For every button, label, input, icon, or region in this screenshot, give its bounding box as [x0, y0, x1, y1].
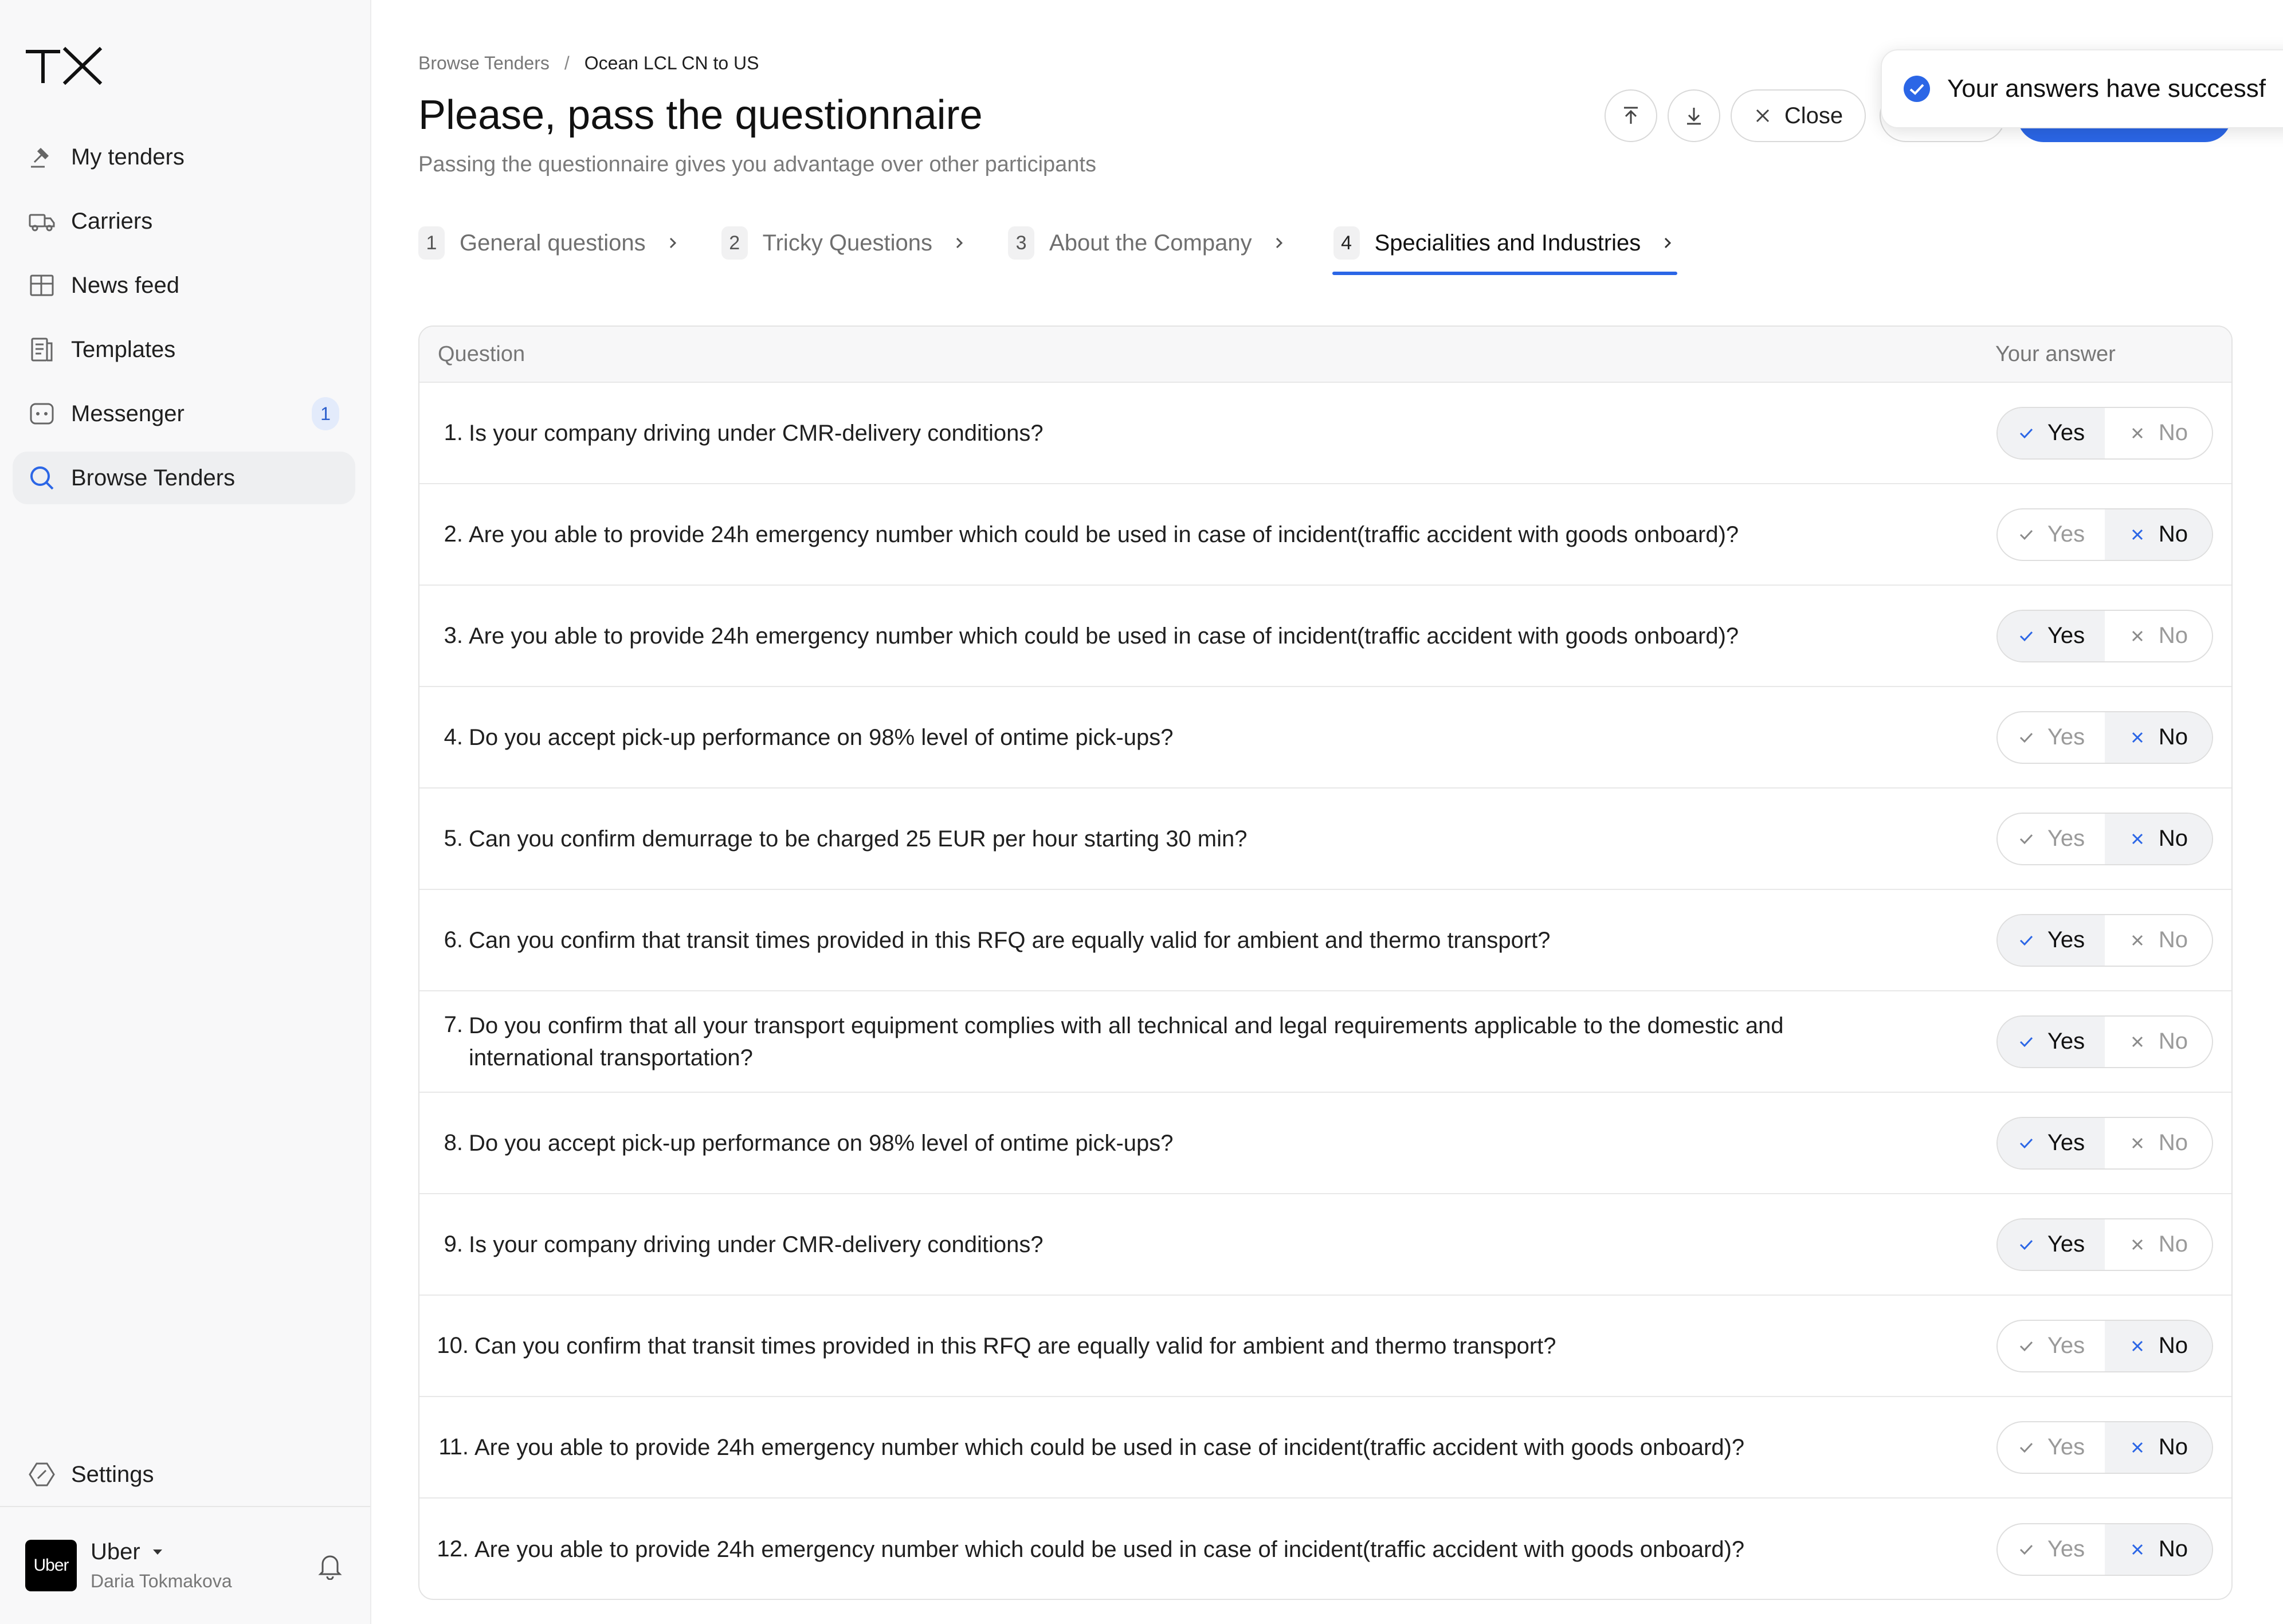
table-row: [419, 1397, 2231, 1499]
no-option[interactable]: [2105, 1219, 2212, 1270]
table-row: [419, 383, 2231, 484]
yes-label: Yes: [2047, 826, 2085, 851]
question-number: 11.: [438, 1434, 469, 1460]
yes-label: Yes: [2047, 521, 2085, 547]
tab-about-the-company[interactable]: [1008, 214, 1288, 272]
yes-option[interactable]: [1998, 1321, 2105, 1371]
check-icon: [2018, 1337, 2035, 1355]
table-row: [419, 890, 2231, 991]
yes-no-toggle: [1996, 1117, 2213, 1170]
no-option[interactable]: [2105, 1118, 2212, 1168]
table-body: [419, 383, 2231, 1600]
tab-general-questions[interactable]: [418, 214, 681, 272]
x-icon: [2129, 1337, 2146, 1355]
check-icon: [2018, 932, 2035, 949]
question-number: 7.: [444, 1012, 463, 1037]
success-toast: [1881, 49, 2283, 128]
question-text: Are you able to provide 24h emergency number which could be used in case of incident(traffic accident with goods onboard)?: [474, 1536, 1745, 1562]
question-number: 5.: [444, 826, 463, 851]
sidebar-item-label: News feed: [71, 272, 179, 298]
yes-no-toggle: [1996, 1421, 2213, 1474]
no-option[interactable]: [2105, 814, 2212, 864]
table-row: [419, 991, 2231, 1093]
unread-badge: 1: [312, 397, 339, 430]
no-option[interactable]: [2105, 1524, 2212, 1575]
sidebar-item-news-feed[interactable]: [13, 259, 355, 312]
question-number: 12.: [437, 1536, 469, 1562]
table-header: [419, 327, 2231, 383]
user-info: [91, 1539, 314, 1592]
gavel-icon: [26, 142, 57, 172]
yes-option[interactable]: [1998, 915, 2105, 966]
yes-option[interactable]: [1998, 611, 2105, 661]
sidebar-item-label: My tenders: [71, 144, 185, 170]
question-number: 1.: [444, 420, 463, 445]
question-number: 4.: [444, 724, 463, 750]
x-icon: [2129, 1541, 2146, 1558]
check-icon: [2018, 425, 2035, 442]
close-icon: [1754, 107, 1772, 125]
yes-no-toggle: [1996, 1320, 2213, 1372]
no-option[interactable]: [2105, 1321, 2212, 1371]
questionnaire-steps: [418, 214, 1676, 276]
breadcrumb-current: Ocean LCL CN to US: [584, 53, 759, 73]
page-title: Please, pass the questionnaire: [418, 92, 983, 138]
table-row: [419, 687, 2231, 789]
user-name: Daria Tokmakova: [91, 1571, 232, 1591]
question-text: Is your company driving under CMR-delivery conditions?: [469, 1231, 1044, 1257]
column-header-question: Question: [438, 342, 525, 366]
check-icon: [2018, 729, 2035, 746]
question-text: Is your company driving under CMR-delivery conditions?: [469, 420, 1044, 446]
settings-icon: [26, 1459, 57, 1490]
table-row: [419, 1194, 2231, 1296]
question-text: Can you confirm that transit times provided in this RFQ are equally valid for ambient and thermo transport?: [474, 1333, 1556, 1359]
breadcrumb-separator: /: [564, 53, 570, 73]
yes-no-toggle: [1996, 407, 2213, 460]
table-row: [419, 1499, 2231, 1600]
question-number: 3.: [444, 623, 463, 648]
check-icon: [2018, 627, 2035, 645]
question-text: Can you confirm that transit times provided in this RFQ are equally valid for ambient and thermo transport?: [469, 927, 1551, 953]
chevron-right-icon: [951, 234, 968, 252]
table-row: [419, 586, 2231, 687]
x-icon: [2129, 729, 2146, 746]
step-number: 4: [1333, 226, 1360, 260]
question-number: 9.: [444, 1231, 463, 1257]
sidebar-item-settings[interactable]: [26, 1459, 154, 1490]
toast-message: Your answers have successf: [1947, 74, 2266, 103]
x-icon: [2129, 932, 2146, 949]
no-option[interactable]: [2105, 509, 2212, 560]
search-icon: [26, 462, 57, 493]
x-icon: [2129, 1033, 2146, 1050]
no-option[interactable]: [2105, 712, 2212, 763]
yes-no-toggle: [1996, 1523, 2213, 1576]
main-nav: [13, 131, 355, 516]
chevron-right-icon: [1659, 234, 1676, 252]
x-icon: [2129, 526, 2146, 543]
check-icon: [2018, 1541, 2035, 1558]
yes-label: Yes: [2047, 724, 2085, 750]
question-text: Are you able to provide 24h emergency number which could be used in case of incident(traffic accident with goods onboard)?: [469, 623, 1739, 649]
company-selector[interactable]: [91, 1539, 314, 1565]
step-number: 2: [721, 226, 748, 260]
download-icon: [1682, 104, 1705, 127]
yes-no-toggle: [1996, 1015, 2213, 1068]
yes-label: Yes: [2047, 927, 2085, 952]
step-label: Tricky Questions: [762, 230, 933, 256]
user-switcher[interactable]: [25, 1536, 346, 1595]
check-icon: [2018, 1033, 2035, 1050]
yes-label: Yes: [2047, 1231, 2085, 1257]
breadcrumb-root[interactable]: Browse Tenders: [418, 53, 550, 73]
no-label: No: [2158, 1333, 2188, 1358]
tab-specialities-and-industries[interactable]: [1333, 214, 1677, 272]
yes-no-toggle: [1996, 813, 2213, 865]
no-option[interactable]: [2105, 1017, 2212, 1067]
yes-label: Yes: [2047, 1130, 2085, 1155]
close-label: Close: [1784, 103, 1843, 128]
yes-label: Yes: [2047, 420, 2085, 445]
step-label: About the Company: [1049, 230, 1252, 256]
tab-tricky-questions[interactable]: [721, 214, 968, 272]
step-label: General questions: [460, 230, 646, 256]
question-text: Do you accept pick-up performance on 98% level of ontime pick-ups?: [469, 1130, 1174, 1156]
sidebar-item-my-tenders[interactable]: [13, 131, 355, 183]
table-row: [419, 789, 2231, 890]
yes-no-toggle: [1996, 610, 2213, 662]
step-number: 3: [1008, 226, 1034, 260]
yes-option[interactable]: [1998, 1524, 2105, 1575]
no-option[interactable]: [2105, 611, 2212, 661]
x-icon: [2129, 1135, 2146, 1152]
yes-option[interactable]: [1998, 1017, 2105, 1067]
no-option[interactable]: [2105, 915, 2212, 966]
no-label: No: [2158, 1231, 2188, 1257]
no-option[interactable]: [2105, 408, 2212, 458]
table-row: [419, 484, 2231, 586]
download-button[interactable]: [1668, 89, 1720, 142]
chevron-right-icon: [664, 234, 681, 252]
settings-label: Settings: [71, 1461, 154, 1487]
sidebar-divider: [0, 1506, 370, 1507]
no-label: No: [2158, 1029, 2188, 1054]
question-text: Do you accept pick-up performance on 98% level of ontime pick-ups?: [469, 724, 1174, 750]
x-icon: [2129, 830, 2146, 848]
x-icon: [2129, 1236, 2146, 1253]
yes-no-toggle: [1996, 711, 2213, 764]
check-icon: [2018, 830, 2035, 848]
no-label: No: [2158, 724, 2188, 750]
check-circle-icon: [1902, 74, 1931, 103]
question-text: Are you able to provide 24h emergency number which could be used in case of incident(traffic accident with goods onboard)?: [469, 521, 1739, 547]
document-icon: [26, 334, 57, 365]
yes-no-toggle: [1996, 508, 2213, 561]
tx-logo[interactable]: [25, 46, 105, 86]
no-option[interactable]: [2105, 1422, 2212, 1473]
question-number: 2.: [444, 521, 463, 547]
yes-option[interactable]: [1998, 1118, 2105, 1168]
question-number: 10.: [437, 1333, 469, 1358]
yes-option[interactable]: [1998, 1422, 2105, 1473]
yes-option[interactable]: [1998, 814, 2105, 864]
sidebar-item-carriers[interactable]: [13, 195, 355, 248]
check-icon: [2018, 1439, 2035, 1456]
grid-icon: [26, 270, 57, 301]
yes-option[interactable]: [1998, 1219, 2105, 1270]
sidebar: [0, 0, 371, 1624]
step-number: 1: [418, 226, 445, 260]
no-label: No: [2158, 1434, 2188, 1460]
yes-no-toggle: [1996, 914, 2213, 967]
yes-label: Yes: [2047, 1029, 2085, 1054]
upload-button[interactable]: [1605, 89, 1657, 142]
x-icon: [2129, 627, 2146, 645]
no-label: No: [2158, 1536, 2188, 1562]
question-number: 8.: [444, 1130, 463, 1155]
step-label: Specialities and Industries: [1374, 230, 1641, 256]
sidebar-item-label: Browse Tenders: [71, 465, 236, 491]
yes-option[interactable]: [1998, 712, 2105, 763]
sidebar-item-templates[interactable]: [13, 323, 355, 376]
check-icon: [2018, 1236, 2035, 1253]
question-text: Can you confirm demurrage to be charged 25 EUR per hour starting 30 min?: [469, 826, 1248, 852]
sidebar-item-label: Carriers: [71, 208, 153, 234]
table-row: [419, 1093, 2231, 1194]
page-subtitle: Passing the questionnaire gives you advantage over other participants: [418, 152, 1096, 176]
question-text: Do you confirm that all your transport equipment complies with all technical and legal requirements applicable to the domestic and international transportation?: [469, 1013, 1784, 1070]
check-icon: [2018, 526, 2035, 543]
x-icon: [2129, 1439, 2146, 1456]
no-label: No: [2158, 826, 2188, 851]
no-label: No: [2158, 420, 2188, 445]
yes-label: Yes: [2047, 1434, 2085, 1460]
company-name: Uber: [91, 1539, 140, 1564]
yes-option[interactable]: [1998, 509, 2105, 560]
yes-option[interactable]: [1998, 408, 2105, 458]
close-button[interactable]: [1731, 89, 1866, 142]
questions-table: [418, 325, 2233, 1600]
no-label: No: [2158, 927, 2188, 952]
sidebar-item-messenger[interactable]: [13, 387, 355, 440]
avatar: Uber: [25, 1540, 77, 1591]
breadcrumb: [418, 53, 759, 74]
question-number: 6.: [444, 927, 463, 952]
table-row: [419, 1296, 2231, 1397]
bell-icon[interactable]: [314, 1550, 346, 1582]
yes-label: Yes: [2047, 1536, 2085, 1562]
upload-icon: [1619, 104, 1642, 127]
column-header-answer: Your answer: [1995, 342, 2116, 366]
check-icon: [2018, 1135, 2035, 1152]
x-icon: [2129, 425, 2146, 442]
chat-icon: [26, 398, 57, 429]
sidebar-item-browse-tenders[interactable]: [13, 452, 355, 504]
sidebar-item-label: Messenger: [71, 401, 185, 426]
no-label: No: [2158, 521, 2188, 547]
no-label: No: [2158, 1130, 2188, 1155]
yes-label: Yes: [2047, 623, 2085, 648]
sidebar-item-label: Templates: [71, 336, 176, 362]
yes-no-toggle: [1996, 1218, 2213, 1271]
question-text: Are you able to provide 24h emergency number which could be used in case of incident(traffic accident with goods onboard)?: [474, 1434, 1745, 1460]
truck-icon: [26, 206, 57, 237]
yes-label: Yes: [2047, 1333, 2085, 1358]
no-label: No: [2158, 623, 2188, 648]
caret-down-icon: [153, 1550, 162, 1555]
chevron-right-icon: [1270, 234, 1288, 252]
